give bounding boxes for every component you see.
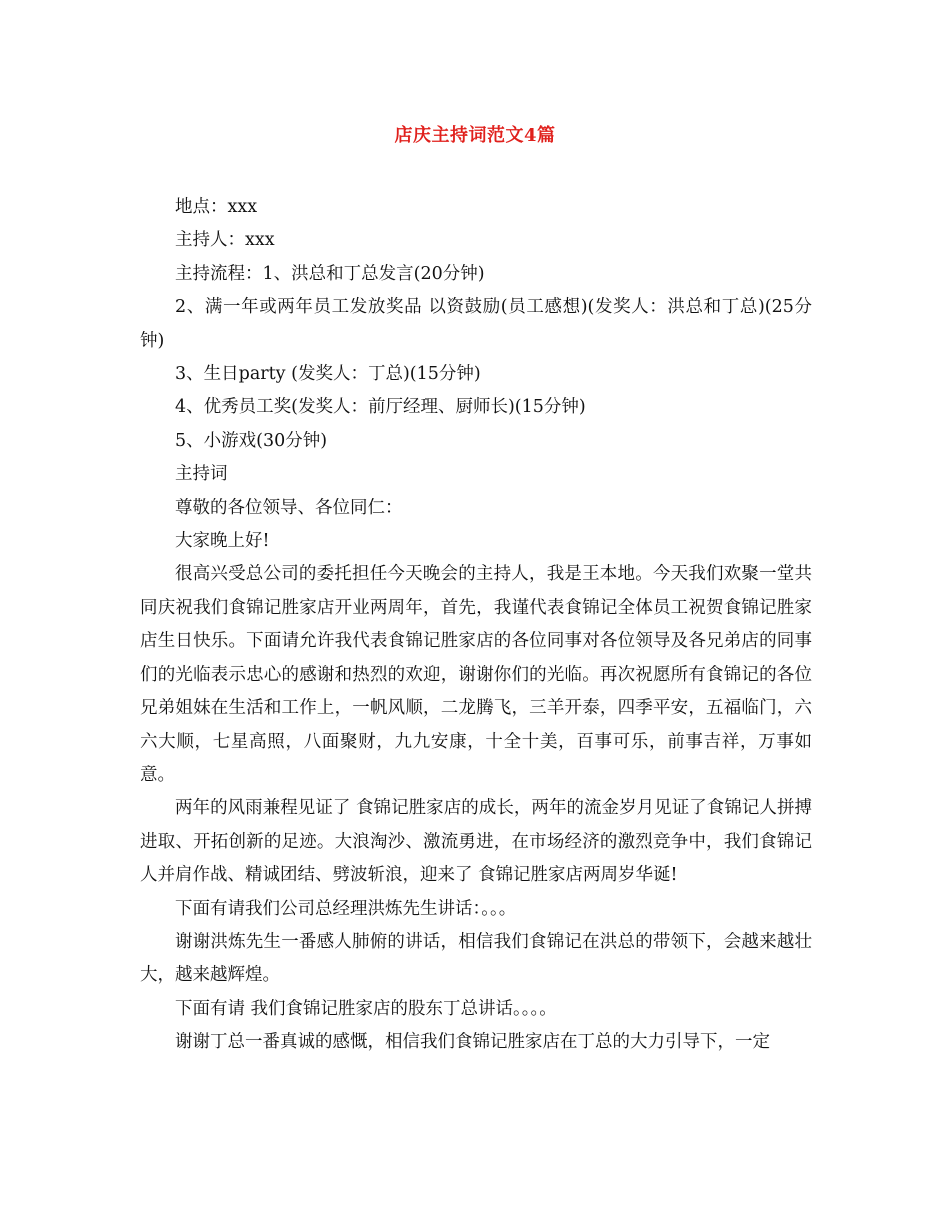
paragraph-agenda-4: 4、优秀员工奖(发奖人：前厅经理、厨师长)(15分钟) — [175, 397, 586, 418]
paragraph-host: 主持人：xxx — [175, 230, 275, 251]
paragraph-invite-shareholder: 下面有请 我们食锦记胜家店的股东丁总讲话。。。。 — [175, 998, 557, 1019]
paragraph-salutation: 尊敬的各位领导、各位同仁： — [175, 497, 403, 518]
paragraph-opening: 很高兴受总公司的委托担任今天晚会的主持人，我是王本地。今天我们欢聚一堂共同庆祝我们食锦记胜家店开业两周年，首先，我谨代表食锦记全体员工祝贺食锦记胜家店生日快乐。下面请允许我代表食锦记胜家店的各位同事对各位领导及各兄弟店的同事们的光临表示忠心的感谢和热烈的欢迎，谢谢你们的光临。再次祝愿所有食锦记的各位兄弟姐妹在生活和工作上，一帆风顺，二龙腾飞，三羊开泰，四季平安，五福临门，六六大顺，七星高照，八面聚财，九九安康，十全十美，百事可乐，前事吉祥，万事如意。 — [140, 564, 812, 785]
document-title: 店庆主持词范文4篇 — [394, 125, 556, 146]
paragraph-script-heading: 主持词 — [175, 464, 228, 485]
paragraph-thanks-shareholder: 谢谢丁总一番真诚的感慨，相信我们食锦记胜家店在丁总的大力引导下，一定 — [175, 1032, 770, 1053]
paragraph-invite-gm: 下面有请我们公司总经理洪炼先生讲话：。。。 — [175, 898, 517, 919]
paragraph-agenda-2: 2、满一年或两年员工发放奖品 以资鼓励(员工感想)(发奖人：洪总和丁总)(25分钟) — [140, 297, 812, 351]
paragraph-anniversary: 两年的风雨兼程见证了 食锦记胜家店的成长，两年的流金岁月见证了食锦记人拼搏进取、开拓创新的足迹。大浪淘沙、激流勇进，在市场经济的激烈竞争中，我们食锦记人并肩作战、精诚团结、劈波斩浪，迎来了 食锦记胜家店两周岁华诞! — [140, 798, 812, 886]
paragraph-agenda-5: 5、小游戏(30分钟) — [175, 430, 328, 451]
paragraph-agenda-3: 3、生日party (发奖人：丁总)(15分钟) — [175, 364, 481, 385]
paragraph-greeting: 大家晚上好! — [175, 531, 270, 552]
paragraph-location: 地点：xxx — [175, 197, 258, 217]
document-body — [140, 191, 812, 1060]
paragraph-thanks-gm: 谢谢洪炼先生一番感人肺俯的讲话，相信我们食锦记在洪总的带领下，会越来越壮大，越来越辉煌。 — [140, 931, 812, 986]
paragraph-agenda-1: 主持流程：1、洪总和丁总发言(20分钟) — [175, 263, 485, 284]
